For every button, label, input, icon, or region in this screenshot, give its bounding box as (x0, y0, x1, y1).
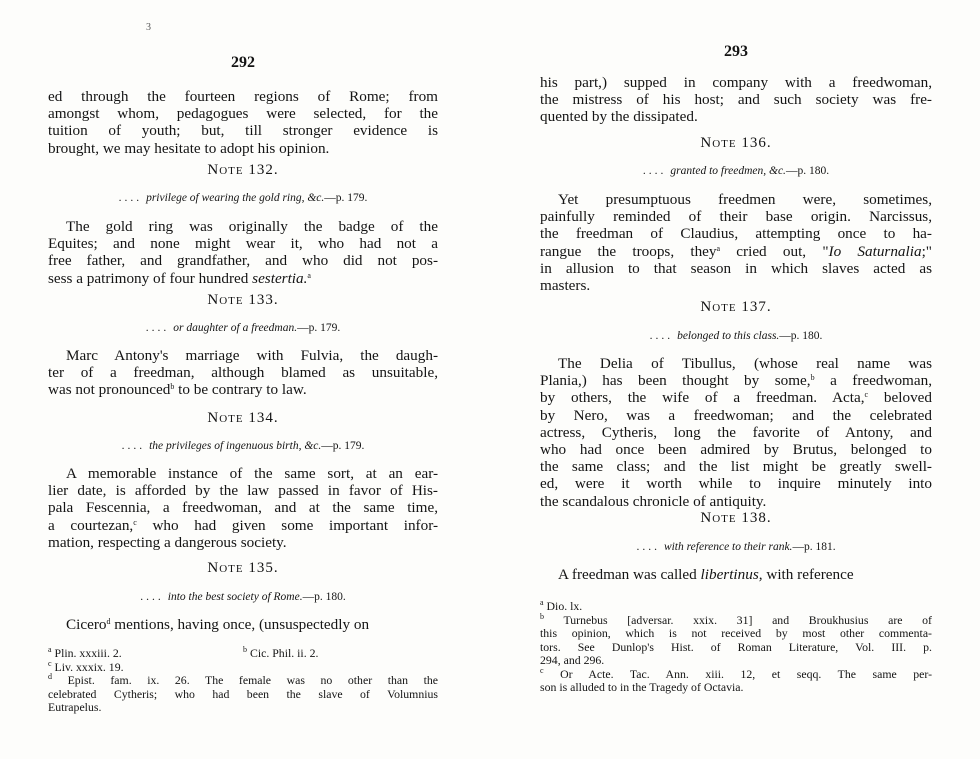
page-mark: 3 (146, 22, 151, 33)
note-ref-132: .... privilege of wearing the gold ring, &c.—p. 179. (118, 192, 368, 204)
note-ref-138: .... with reference to their rank.—p. 181. (636, 541, 836, 553)
footnote-b: $^b$ Cic. Phil. ii. 2. (243, 645, 319, 660)
note-ref-133: .... or daughter of a freedman.—p. 179. (145, 322, 341, 334)
footnote-d: $^d$ Epist. fam. ix. 26. The female was no other than the (48, 672, 438, 687)
right-page (540, 0, 932, 759)
note-body-138: A freedman was called libertinus, with reference (558, 566, 854, 583)
continuation-paragraph: his part,) supped in company with a freedwoman, the mistress of his host; and such society was fre- quented by the dissipated. (540, 74, 932, 126)
footnote-marker: a (307, 270, 311, 280)
footnotes: $^a$ Plin. xxxiii. 2. $^b$ Cic. Phil. ii. 2. $^c$ Liv. xxxix. 19. $^d$ Epist. fam. ix. 26. The female was no other than the celebrated Cytheris; who had been the slave of Volumnius Eutrapelus. (48, 645, 438, 714)
note-heading-138: Note 138. (700, 510, 772, 526)
note-body-132: The gold ring was originally the badge of the Equites; and none might wear it, who had not a free father, and grandfather, and who did not pos- sess a patrimony of four hundred sestertia.$^a$ (48, 218, 438, 287)
note-heading-137: Note 137. (700, 299, 772, 315)
footnote-marker: b (810, 373, 815, 383)
page-number: 292 (231, 54, 255, 71)
footnote-c: $^c$ Liv. xxxix. 19. (48, 658, 124, 674)
footnote-marker: c (133, 517, 137, 527)
note-ref-134: .... the privileges of ingenuous birth, &c.—p. 179. (121, 440, 365, 452)
page-number: 293 (724, 43, 748, 60)
note-heading-136: Note 136. (700, 135, 772, 151)
footnote-b: $^b$ Turnebus [adversar. xxix. 31] and Broukhusius are of (540, 611, 932, 627)
footnote-marker: b (170, 382, 175, 392)
left-page (48, 0, 438, 759)
note-body-133: Marc Antony's marriage with Fulvia, the daugh- ter of a freedman, although blamed as unsuitable, was not pronounced$^b$ to be contrary to law. (48, 347, 438, 399)
note-body-136: Yet presumptuous freedmen were, sometimes, painfully reminded of their base origin. Narcissus, the freedman of Claudius, attempting once to ha- rangue the troops, they$^a$ cried out, "Io Saturnalia;" in allusion to that season in which slaves acted as masters. (540, 191, 932, 295)
note-body-137: The Delia of Tibullus, (whose real name was Plania,) has been thought by some,$^b$ a freedwoman, by others, the wife of a freedman. Acta,$^c$ beloved by Nero, was a freedwoman; and the celebrated actress, Cytheris, long the favorite of Antony, and who had once been admired by Brutus, belonged to the same class; and the list might be greatly swell- ed, were it worth while to inquire minutely into the scandalous chronicle of antiquity. (540, 355, 933, 510)
note-heading-132: Note 132. (207, 162, 279, 178)
note-ref-137: .... belonged to this class.—p. 180. (649, 330, 823, 342)
continuation-paragraph: ed through the fourteen regions of Rome; from amongst whom, pedagogues were selected, for the tuition of youth; but, till stronger evidence is brought, we may hesitate to adopt his opinion. (48, 88, 438, 157)
footnote-marker: a (716, 243, 721, 253)
footnote-marker: c (864, 390, 869, 400)
note-body-135: Cicero$^d$ mentions, having once, (unsuspectedly on (66, 616, 370, 633)
note-heading-134: Note 134. (207, 410, 279, 426)
note-ref-135: .... into the best society of Rome.—p. 180. (140, 591, 346, 603)
footnote-a: $^a$ Dio. lx. (540, 598, 583, 613)
footnotes: $^a$ Dio. lx. $^b$ Turnebus [adversar. xxix. 31] and Broukhusius are of this opinion, which is not received by most other commenta- tors. See Dunlop's Hist. of Roman Literature, Vol. III. p. 294, and 296. $^c$ Or Acte. Tac. Ann. xiii. 12, et seqq. The same per- son is alluded to in the Tragedy of Octavia. (540, 598, 932, 694)
note-heading-133: Note 133. (207, 292, 279, 308)
footnote-a: $^a$ Plin. xxxiii. 2. (48, 645, 122, 660)
note-heading-135: Note 135. (207, 560, 279, 576)
note-ref-136: .... granted to freedmen, &c.—p. 180. (642, 165, 830, 177)
note-body-134: A memorable instance of the same sort, at an ear- lier date, is afforded by the law passed in favor of His- pala Fescennia, a freedwoman, and at the same time, a courtezan,$^c$ who had given some important infor- mation, respecting a dangerous society. (48, 465, 438, 551)
footnote-marker: d (106, 617, 111, 626)
footnote-c: $^c$ Or Acte. Tac. Ann. xiii. 12, et seqq. The same per- (540, 665, 932, 681)
